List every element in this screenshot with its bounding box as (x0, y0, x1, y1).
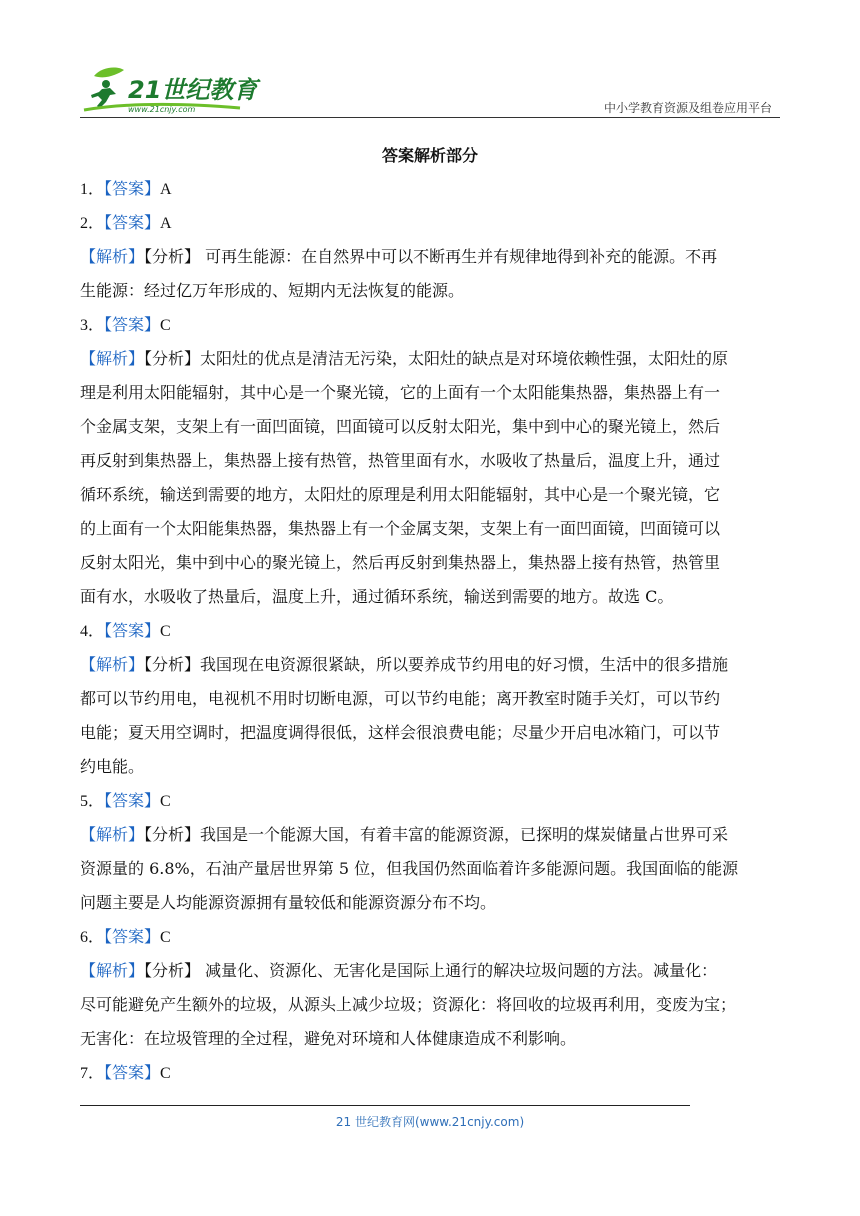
analysis-line: 尽可能避免产生额外的垃圾，从源头上减少垃圾；资源化：将回收的垃圾再利用，变废为宝； (80, 995, 737, 1014)
answer-line-5 (80, 784, 780, 818)
analysis-text: 减量化、资源化、无害化是国际上通行的解决垃圾问题的方法。减量化： (200, 961, 718, 980)
jiexi-tag: 【解析】 (80, 247, 145, 266)
header-divider (80, 117, 780, 118)
analysis-line: 再反射到集热器上，集热器上接有热管，热管里面有水，水吸收了热量后，温度上升，通过 (80, 451, 721, 470)
footer-divider (80, 1105, 690, 1106)
jiexi-tag: 【解析】 (80, 961, 145, 980)
analysis-line: 理是利用太阳能辐射，其中心是一个聚光镜，它的上面有一个太阳能集热器，集热器上有一 (80, 383, 721, 402)
analysis-line: 资源量的 6.8%，石油产量居世界第 5 位，但我国仍然面临着许多能源问题。我国面临的能源 (80, 859, 739, 878)
fenxi-tag: 【分析】 (144, 961, 201, 980)
analysis-line: 生能源：经过亿万年形成的、短期内无法恢复的能源。 (80, 281, 465, 300)
page-header (80, 64, 780, 120)
analysis-line: 面有水，水吸收了热量后，温度上升，通过循环系统，输送到需要的地方。故选 C。 (80, 587, 674, 606)
answer-tag: 【答案】 (104, 927, 161, 946)
analysis-line: 都可以节约用电，电视机不用时切断电源，可以节约电能；离开教室时随手关灯，可以节约 (80, 689, 721, 708)
answer-tag: 【答案】 (104, 315, 161, 334)
analysis-line: 约电能。 (80, 757, 145, 776)
answer-line-6 (80, 920, 780, 954)
svg-text:21世纪教育: 21世纪教育 (128, 76, 258, 104)
site-logo (80, 64, 280, 116)
answer-tag: 【答案】 (104, 179, 161, 198)
answer-value: C (160, 623, 171, 640)
answer-value: C (160, 929, 171, 946)
answer-tag: 【答案】 (104, 791, 161, 810)
analysis-line: 反射太阳光，集中到中心的聚光镜上，然后再反射到集热器上，集热器上接有热管，热管里 (80, 553, 721, 572)
analysis-line: 循环系统，输送到需要的地方，太阳灶的原理是利用太阳能辐射，其中心是一个聚光镜，它 (80, 485, 721, 504)
analysis-text: 太阳灶的优点是清洁无污染，太阳灶的缺点是对环境依赖性强，太阳灶的原 (200, 349, 729, 368)
analysis-line (80, 954, 780, 988)
analysis-line: 无害化：在垃圾管理的全过程，避免对环境和人体健康造成不利影响。 (80, 1029, 577, 1048)
answer-tag: 【答案】 (104, 213, 161, 232)
analysis-line (80, 342, 780, 376)
fenxi-tag: 【分析】 (144, 247, 201, 266)
answer-value: C (160, 1065, 171, 1082)
jiexi-tag: 【解析】 (80, 655, 145, 674)
analysis-line (80, 240, 780, 274)
answer-value: C (160, 317, 171, 334)
fenxi-tag: 【分析】 (144, 349, 201, 368)
page-title: 答案解析部分 (381, 146, 478, 165)
analysis-line (80, 818, 780, 852)
question-number: 6． (80, 929, 105, 946)
svg-text:www.21cnjy.com: www.21cnjy.com (128, 105, 196, 114)
analysis-line: 个金属支架，支架上有一面凹面镜，凹面镜可以反射太阳光，集中到中心的聚光镜上，然后 (80, 417, 721, 436)
analysis-text: 我国现在电资源很紧缺，所以要养成节约用电的好习惯，生活中的很多措施 (200, 655, 729, 674)
answer-tag: 【答案】 (104, 621, 161, 640)
platform-name: 中小学教育资源及组卷应用平台 (603, 101, 772, 115)
analysis-text: 我国是一个能源大国，有着丰富的能源资源，已探明的煤炭储量占世界可采 (200, 825, 729, 844)
answer-list (80, 172, 780, 1090)
answer-value: C (160, 793, 171, 810)
answer-value: A (160, 215, 172, 232)
answer-line-4 (80, 614, 780, 648)
answer-line-7 (80, 1056, 780, 1090)
jiexi-tag: 【解析】 (80, 349, 145, 368)
answer-line-2 (80, 206, 780, 240)
analysis-line: 电能；夏天用空调时，把温度调得很低，这样会很浪费电能；尽量少开启电冰箱门，可以节 (80, 723, 721, 742)
question-number: 2． (80, 215, 105, 232)
answer-line-1 (80, 172, 780, 206)
question-number: 7． (80, 1065, 105, 1082)
analysis-line (80, 648, 780, 682)
question-number: 1． (80, 181, 105, 198)
question-number: 5． (80, 793, 105, 810)
answer-line-3 (80, 308, 780, 342)
analysis-line: 问题主要是人均能源资源拥有量较低和能源资源分布不均。 (80, 893, 497, 912)
question-number: 3． (80, 317, 105, 334)
fenxi-tag: 【分析】 (144, 655, 201, 674)
answer-tag: 【答案】 (104, 1063, 161, 1082)
fenxi-tag: 【分析】 (144, 825, 201, 844)
analysis-line: 的上面有一个太阳能集热器，集热器上有一个金属支架，支架上有一面凹面镜，凹面镜可以 (80, 519, 721, 538)
footer-link[interactable]: 21 世纪教育网(www.21cnjy.com) (335, 1115, 525, 1129)
analysis-text: 可再生能源：在自然界中可以不断再生并有规律地得到补充的能源。不再 (200, 247, 718, 266)
runner-logo-icon (80, 64, 280, 116)
jiexi-tag: 【解析】 (80, 825, 145, 844)
answer-value: A (160, 181, 172, 198)
question-number: 4． (80, 623, 105, 640)
